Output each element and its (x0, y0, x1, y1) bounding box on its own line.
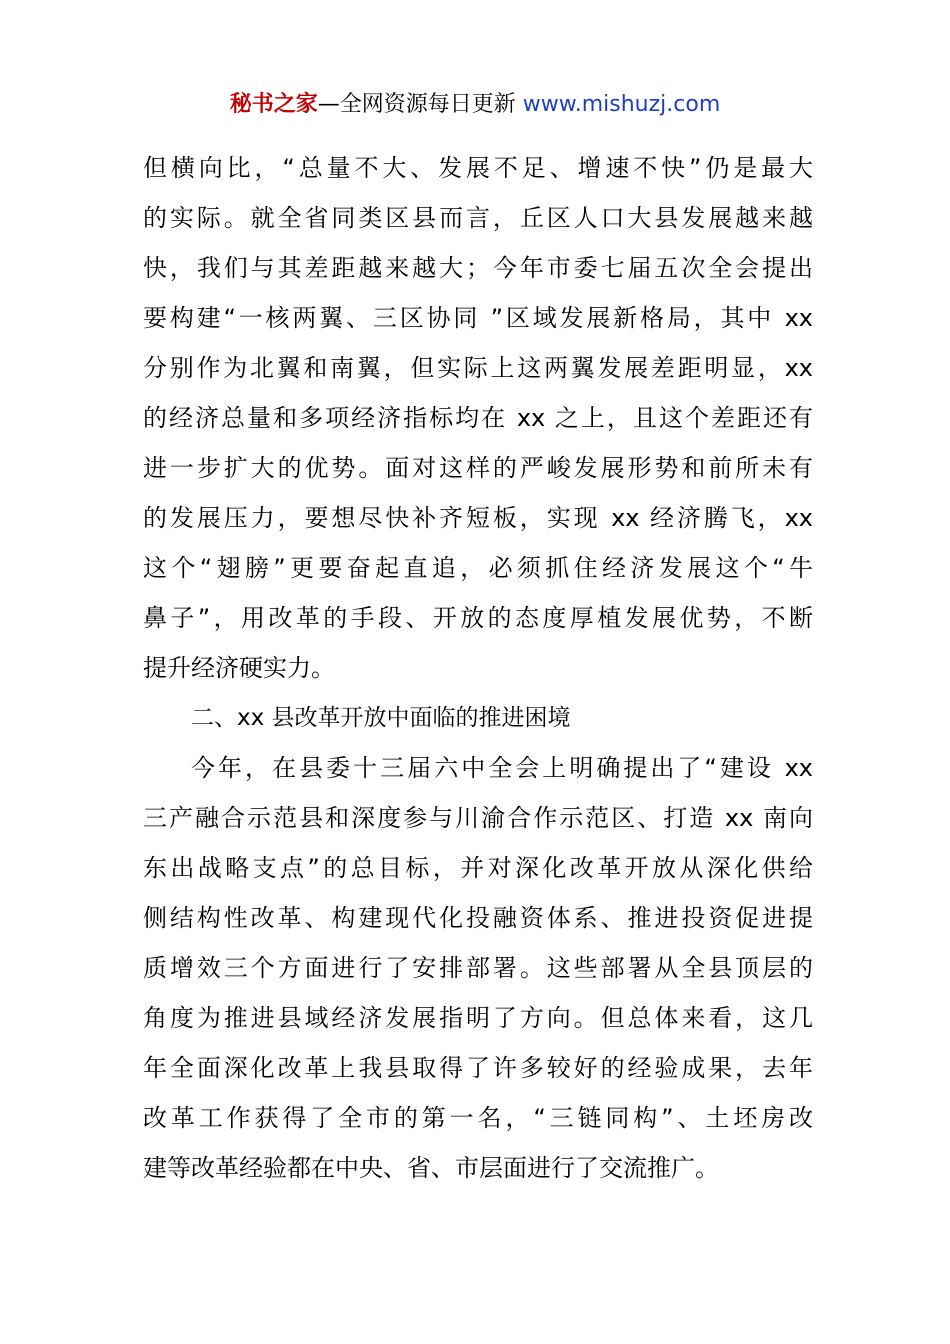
text-line: 分别作为北翼和南翼，但实际上这两翼发展差距明显，xx (143, 354, 813, 382)
text-line: 但横向比，“总量不大、发展不足、增速不快”仍是最大 (143, 154, 813, 182)
site-url-link[interactable]: www.mishuzj.com (522, 92, 721, 117)
text-line: 三产融合示范县和深度参与川渝合作示范区、打造 xx 南向 (143, 804, 813, 832)
text-line: 的发展压力，要想尽快补齐短板，实现 xx 经济腾飞，xx (143, 504, 813, 532)
text-line: 进一步扩大的优势。面对这样的严峻发展形势和前所未有 (143, 454, 813, 482)
site-brand: 秘书之家 (229, 92, 318, 117)
section-heading: 二、xx 县改革开放中面临的推进困境 (191, 705, 571, 731)
text-line: 质增效三个方面进行了安排部署。这些部署从全县顶层的 (143, 954, 813, 982)
site-header (0, 88, 950, 122)
text-line: 侧结构性改革、构建现代化投融资体系、推进投资促进提 (143, 904, 813, 932)
text-line: 东出战略支点”的总目标，并对深化改革开放从深化供给 (143, 854, 813, 882)
text-line: 鼻子”，用改革的手段、开放的态度厚植发展优势，不断 (143, 604, 813, 632)
document-body (143, 143, 813, 1193)
text-line: 快，我们与其差距越来越大；今年市委七届五次全会提出 (143, 254, 813, 282)
text-line: 要构建“一核两翼、三区协同 ”区域发展新格局，其中 xx (143, 304, 813, 332)
text-line: 年全面深化改革上我县取得了许多较好的经验成果，去年 (143, 1054, 813, 1082)
text-line: 提升经济硬实力。 (143, 654, 335, 682)
text-line: 的经济总量和多项经济指标均在 xx 之上，且这个差距还有 (143, 404, 813, 432)
paragraph-2 (143, 743, 813, 1193)
text-line: 角度为推进县域经济发展指明了方向。但总体来看，这几 (143, 1004, 813, 1032)
text-line: 今年，在县委十三届六中全会上明确提出了“建设 xx (191, 754, 813, 782)
paragraph-1 (143, 143, 813, 693)
site-tagline: —全网资源每日更新 (317, 92, 523, 117)
text-line: 这个“翅膀”更要奋起直追，必须抓住经济发展这个“牛 (143, 554, 813, 582)
text-line: 改革工作获得了全市的第一名，“三链同构”、土坯房改 (143, 1104, 813, 1132)
text-line: 的实际。就全省同类区县而言，丘区人口大县发展越来越 (143, 204, 813, 232)
text-line: 建等改革经验都在中央、省、市层面进行了交流推广。 (143, 1154, 719, 1182)
